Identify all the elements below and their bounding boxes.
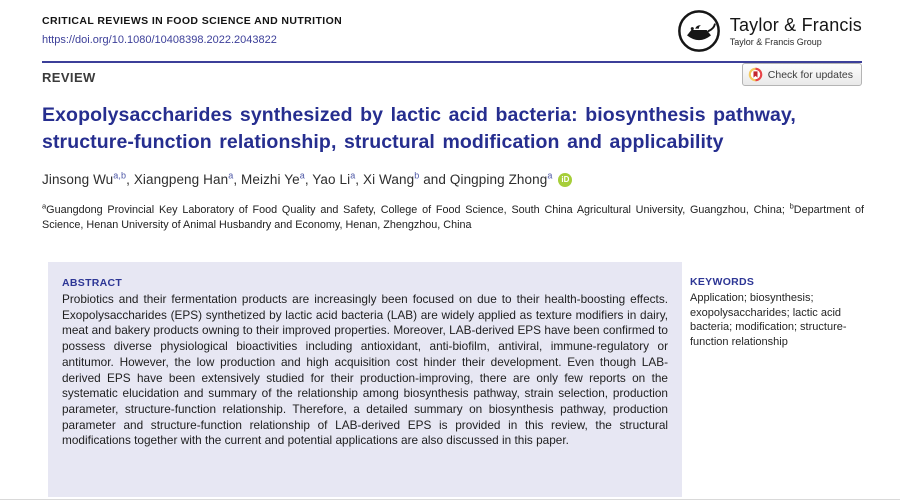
taylor-francis-lamp-icon [676, 8, 722, 54]
article-title-line1: Exopolysaccharides synthesized by lactic acid bacteria: biosynthesis pathway, [42, 104, 796, 126]
orcid-icon[interactable]: iD [558, 173, 572, 187]
abstract-text: Probiotics and their fermentation products are increasingly been focused on due to their health-boosting effects. Exopolysaccharides (EPS) synthetized by lactic acid bacteria (LAB) are widely applied as texture modifiers in dairy, meat and bakery products owning to their improved properties. Moreover, LAB-derived EPS have been confirmed to possess diverse physiological bioactivities including antioxidant, anti-biofilm, antiviral, immune-regulatory or antitumor. However, the low production and high acquisition cost hinder their development. Even though LAB-derived EPS have been extensively studied for their production-improving, there are only few reports on the systematic elucidation and summary of the relationship among biosynthesis pathway, strain selection, production parameter, structure-function relationship. Therefore, a detailed summary on biosynthesis pathway, production parameter and structure-function relationship of LAB-derived EPS is provided in this review, the structural modifications together with the current and potential applications are also discussed in this paper. [62, 292, 668, 448]
article-title-line2: structure-function relationship, structural modification and applicability [42, 131, 724, 153]
header-rule [42, 61, 862, 63]
author-name: Xiangpeng Han$^a$ [133, 170, 234, 187]
author-name: Jinsong Wu$^{a,b}$ [42, 170, 127, 187]
publisher-text [730, 15, 862, 47]
author-list: Jinsong Wu$^{a,b}$, Xiangpeng Han$^a$, Meizhi Ye$^a$, Yao Li$^a$, Xi Wang$^b$ and Qingping Zhong$^a$ [42, 170, 553, 187]
affiliations: $^a$Guangdong Provincial Key Laboratory of Food Quality and Safety, College of Food Science, South China Agricultural University, Guangzhou, China; $^b$Department of Science, Henan University of Animal Husbandry and Economy, Henan, Zhengzhou, China [42, 201, 864, 231]
publisher-name: Taylor & Francis [729, 15, 862, 35]
author-name: Yao Li$^a$ [312, 170, 356, 187]
journal-name: CRITICAL REVIEWS IN FOOD SCIENCE AND NUTRITION [42, 15, 343, 27]
author-name: Qingping Zhong$^a$ [449, 170, 553, 187]
article-type-label: REVIEW [42, 70, 96, 85]
author-name: Xi Wang$^b$ [363, 170, 420, 187]
author-name: Meizhi Ye$^a$ [241, 170, 305, 187]
article-title [42, 102, 864, 156]
doi-link[interactable]: https://doi.org/10.1080/10408398.2022.2043822 [42, 34, 277, 46]
keywords-heading: KEYWORDS [690, 276, 755, 288]
abstract-panel [48, 262, 682, 497]
author-line [42, 172, 864, 187]
keywords-panel [690, 276, 876, 349]
crossmark-icon [748, 67, 763, 82]
abstract-heading: ABSTRACT [62, 277, 123, 289]
keywords-text: Application; biosynthesis; exopolysaccharides; lactic acid bacteria; modification; structure-function relationship [690, 292, 847, 348]
publisher-logo [676, 8, 862, 54]
page-bottom-rule [0, 499, 900, 500]
publisher-group: Taylor & Francis Group [729, 37, 822, 47]
check-updates-button[interactable] [742, 63, 862, 86]
check-updates-label: Check for updates [767, 68, 853, 81]
